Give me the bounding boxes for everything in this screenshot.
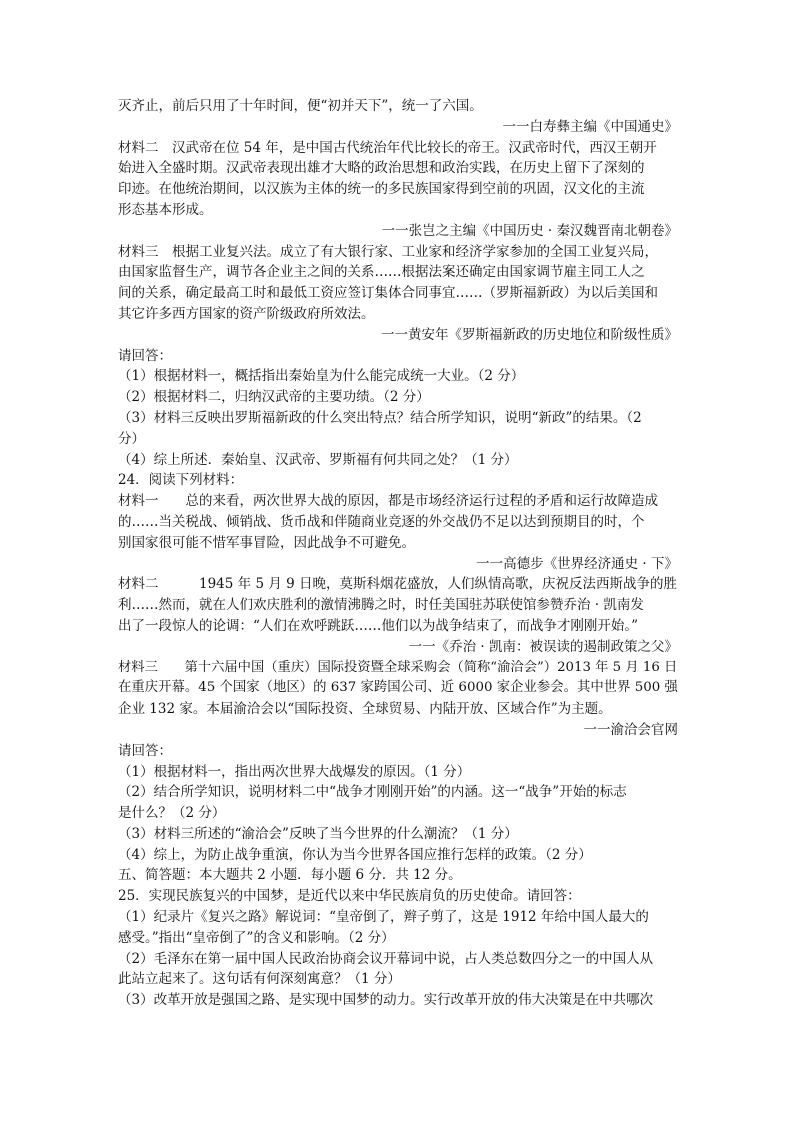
text-line: 的……当关税战、倾销战、货币战和伴随商业竞逐的外交战仍不足以达到预期目的时，个 <box>118 513 645 530</box>
text-line: 其它许多西方国家的资产阶级政府所效法。 <box>118 305 375 322</box>
text-line: 材料二 汉武帝在位 54 年，是中国古代统治年代比较长的帝王。汉武帝时代，西汉王朝开 <box>118 139 657 156</box>
source-citation: 一一高德步《世界经济通史 · 下》 <box>476 555 678 572</box>
text-line: （3）材料三反映出罗斯福新政的什么突出特点？结合所学知识，说明“新政”的结果。（2 <box>118 409 642 426</box>
text-line: 印迹。在他统治期间，以汉族为主体的统一的多民族国家得到空前的巩固，汉文化的主流 <box>118 181 645 198</box>
text-line: 间的关系，确定最高工时和最低工资应签订集体合同事宜……（罗斯福新政）为以后美国和 <box>118 285 658 302</box>
source-citation: 一一张岂之主编《中国历史 · 秦汉魏晋南北朝卷》 <box>381 222 678 239</box>
text-line: 由国家监督生产，调节各企业主之间的关系……根据法案还确定由国家调节雇主同工人之 <box>118 264 645 281</box>
text-line: （2）结合所学知识，说明材料二中“战争才刚刚开始”的内涵。这一“战争”开始的标志 <box>118 784 627 801</box>
text-line: 24．阅读下列材料： <box>118 472 244 489</box>
text-line: 利……然而，就在人们欢庆胜利的激情沸腾之时，时任美国驻苏联使馆参赞乔治 · 凯南发 <box>118 597 644 614</box>
text-line: 请回答： <box>118 347 172 364</box>
text-line: 形态基本形成。 <box>118 201 213 218</box>
source-citation: 一一白寿彝主编《中国通史》 <box>502 118 678 135</box>
text-line: 25．实现民族复兴的中国梦，是近代以来中华民族肩负的历史使命。请回答： <box>118 888 581 905</box>
text-line: （2）毛泽东在第一届中国人民政治协商会议开幕词中说，占人类总数四分之一的中国人从 <box>118 950 654 967</box>
text-line: 分） <box>118 430 145 447</box>
text-line: 请回答： <box>118 742 172 759</box>
text-line: 是什么？（2 分） <box>118 805 226 822</box>
text-line: 感受。”指出“皇帝倒了”的含义和影响。（2 分） <box>118 929 395 946</box>
text-line: 灭齐止，前后只用了十年时间，便“初并天下”，统一了六国。 <box>118 98 483 114</box>
text-line: 材料三 根据工业复兴法。成立了有大银行家、工业家和经济学家参加的全国工业复兴局， <box>118 243 658 260</box>
text-line: （3）材料三所述的“渝洽会”反映了当今世界的什么潮流？（1 分） <box>118 825 518 842</box>
text-line: （1）根据材料一，概括指出秦始皇为什么能完成统一大业。（2 分） <box>118 368 525 385</box>
text-line: 在重庆开幕。45 个国家（地区）的 637 家跨国公司、近 6000 家企业参会。其中世界 500 强 <box>118 680 678 696</box>
text-line: 五、简答题：本大题共 2 小题．每小题 6 分．共 12 分。 <box>118 867 462 884</box>
text-line: （2）根据材料二，归纳汉武帝的主要功绩。（2 分） <box>118 389 430 406</box>
source-citation: 一一黄安年《罗斯福新政的历史地位和阶级性质》 <box>381 326 678 343</box>
source-citation: 一一渝洽会官网 <box>583 721 678 738</box>
text-line: 此站立起来了。这句话有何深刻寓意？（1 分） <box>118 971 401 988</box>
text-line: （1）纪录片《复兴之路》解说词：“皇帝倒了，辫子剪了，这是 1912 年给中国人最大的 <box>118 909 649 926</box>
text-line: 企业 132 家。本届渝洽会以“国际投资、全球贸易、内陆开放、区域合作”为主题。 <box>118 701 612 718</box>
text-line: （3）改革开放是强国之路、是实现中国梦的动力。实行改革开放的伟大决策是在中共哪次 <box>118 992 654 1009</box>
text-line: 材料三 第十六届中国（重庆）国际投资暨全球采购会（简称“渝洽会”）2013 年 5 月 16 日 <box>118 659 678 675</box>
text-line: （1）根据材料一，指出两次世界大战爆发的原因。（1 分） <box>118 763 471 780</box>
text-line: 材料二 1945 年 5 月 9 日晚，莫斯科烟花盛放，人们纵情高歌，庆祝反法西斯战争的胜 <box>118 576 677 593</box>
text-line: （4）综上所述．秦始皇、汉武帝、罗斯福有何共同之处？（1 分） <box>118 451 518 468</box>
text-line: 别国家很可能不惜军事冒险，因此战争不可避免。 <box>118 534 415 551</box>
text-line: 出了一段惊人的论调：“人们在欢呼跳跃……他们以为战争结束了，而战争才刚刚开始。” <box>118 617 639 634</box>
text-line: （4）综上，为防止战争重演，你认为当今世界各国应推行怎样的政策。（2 分） <box>118 846 592 863</box>
source-citation: 一一《乔治 · 凯南：被误读的遏制政策之父》 <box>408 638 678 655</box>
document-page <box>118 96 678 1011</box>
text-line: 材料一 总的来看，两次世界大战的原因，都是市场经济运行过程的矛盾和运行故障造成 <box>118 493 658 510</box>
text-line: 始进入全盛时期。汉武帝表现出雄才大略的政治思想和政治实践，在历史上留下了深刻的 <box>118 160 645 177</box>
